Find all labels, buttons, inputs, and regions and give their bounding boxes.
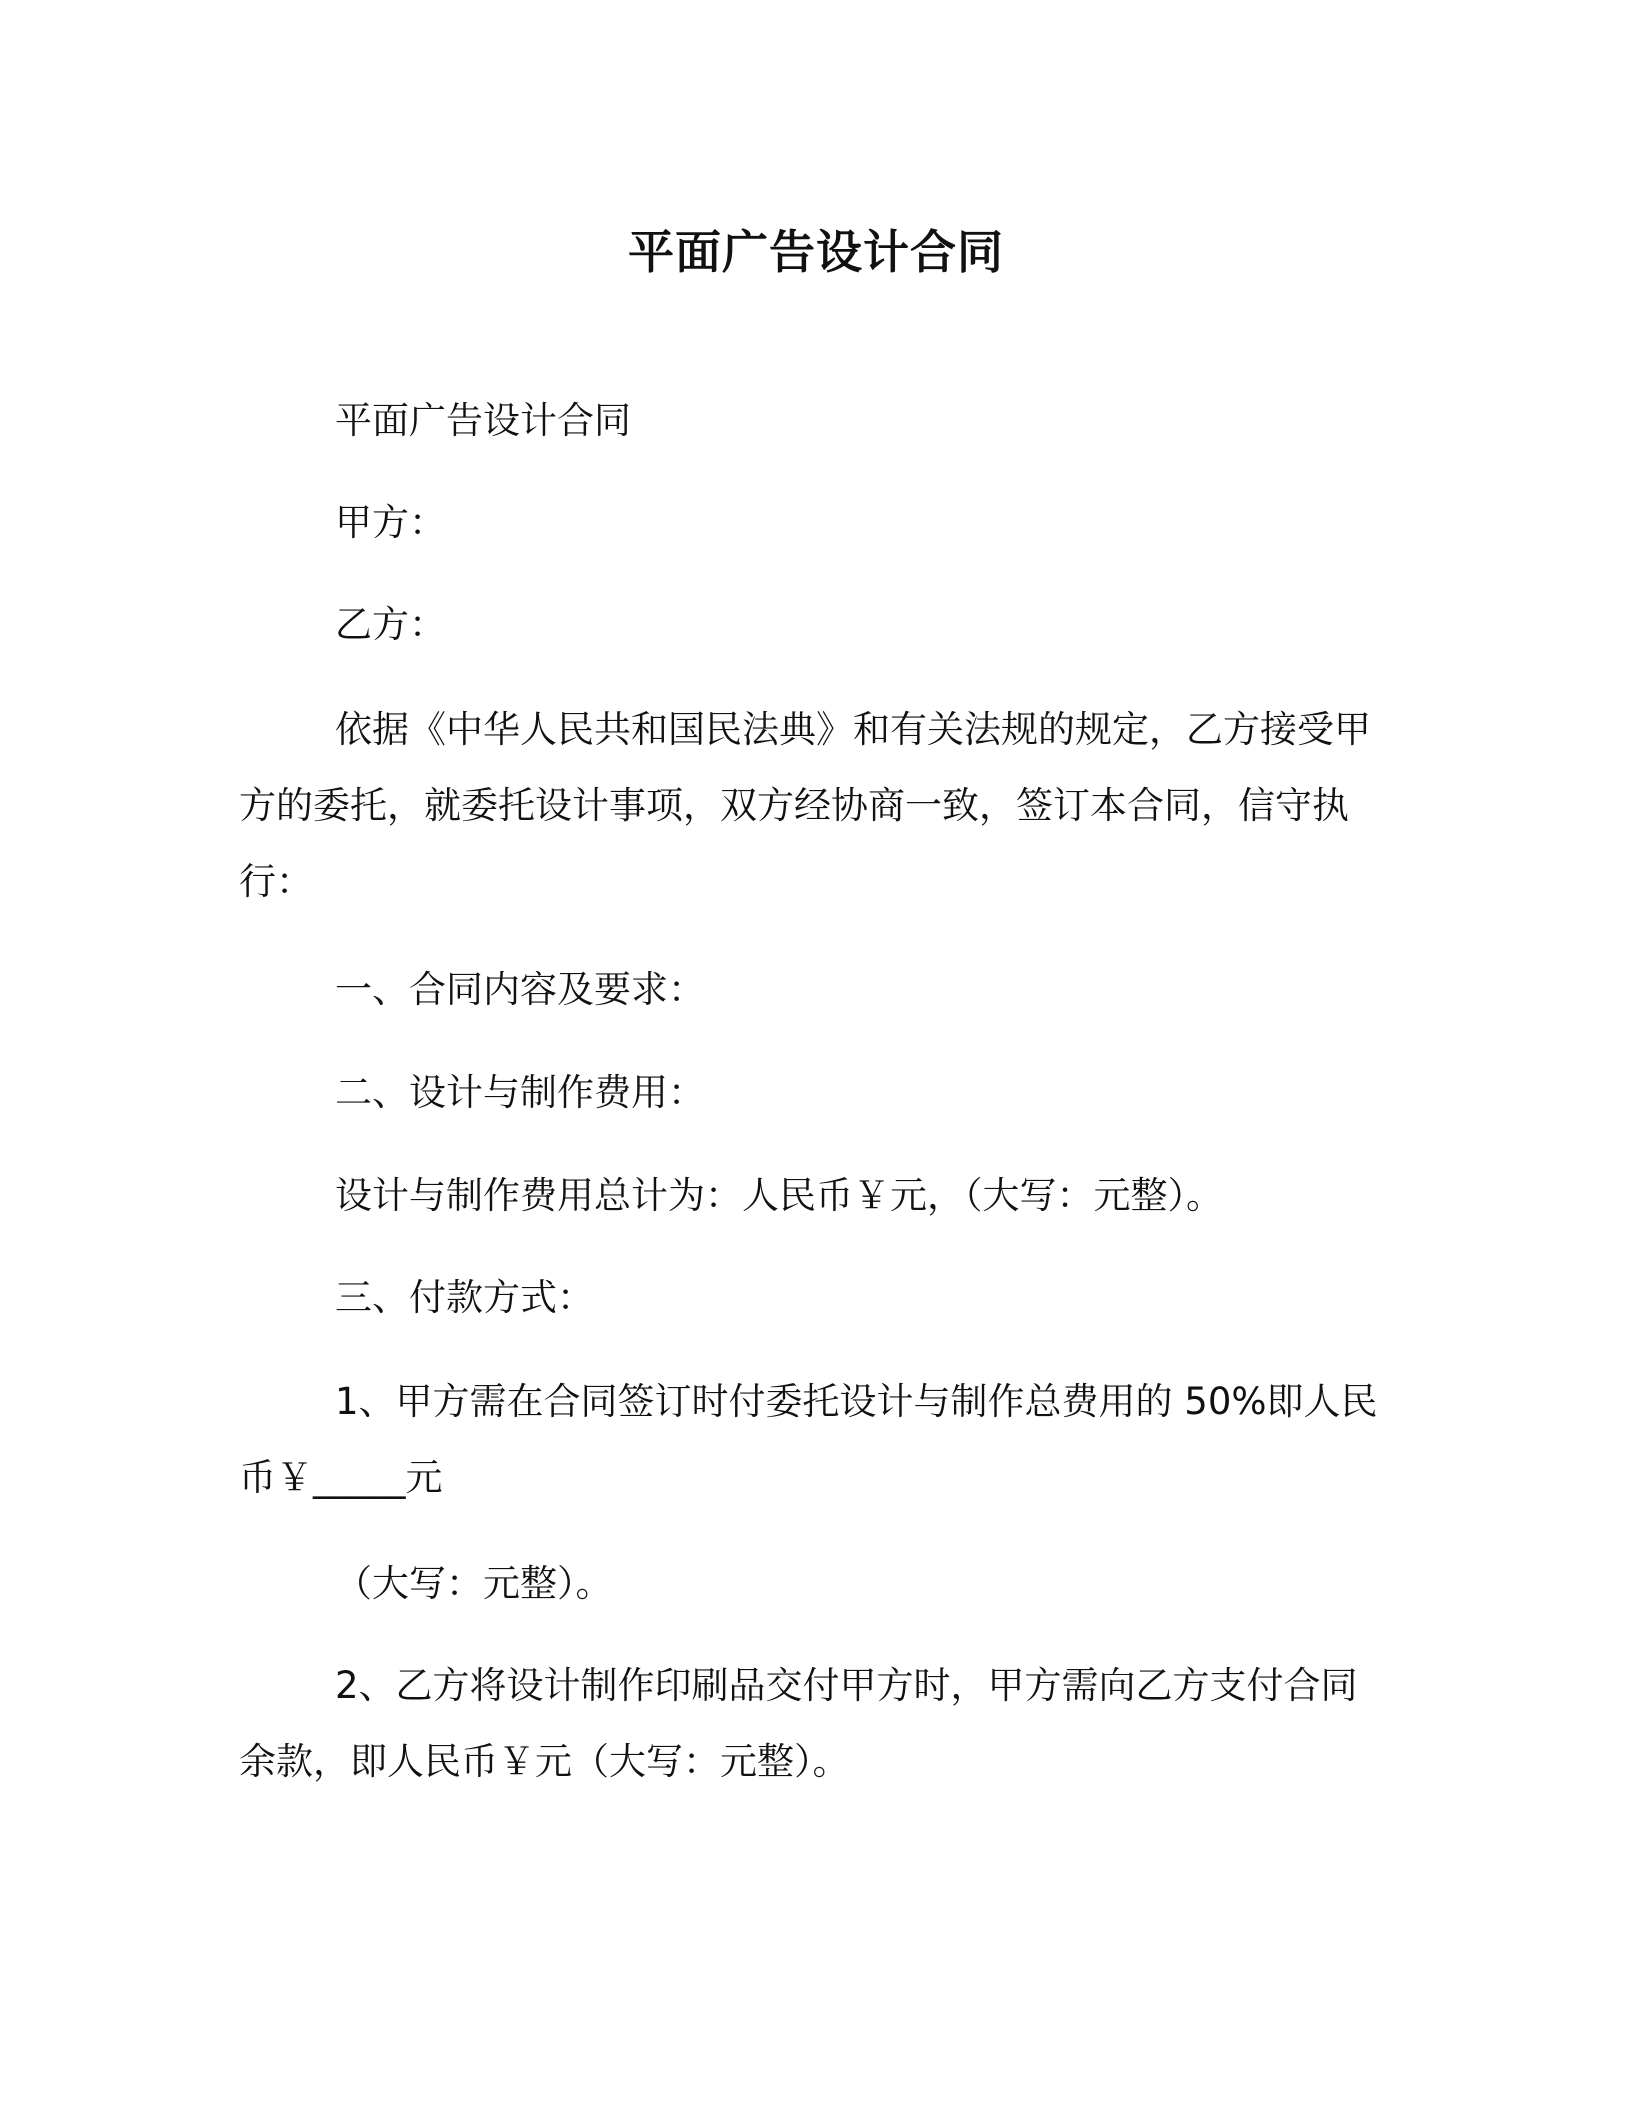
- paragraph-party-b: 乙方：: [335, 603, 446, 646]
- section-heading-design-fee: 二、设计与制作费用：: [335, 1071, 705, 1114]
- section-heading-contract-content: 一、合同内容及要求：: [335, 968, 705, 1011]
- paragraph-payment-1: 1、甲方需在合同签订时付委托设计与制作总费用的 50%即人民币￥_____元: [239, 1380, 1378, 1499]
- document-title: 平面广告设计合同: [628, 225, 1004, 279]
- paragraph-party-a: 甲方：: [335, 501, 446, 544]
- paragraph-payment-2: 2、乙方将设计制作印刷品交付甲方时，甲方需向乙方支付合同余款，即人民币￥元（大写：元整）。: [239, 1664, 1358, 1783]
- section-heading-payment: 三、付款方式：: [335, 1276, 594, 1319]
- paragraph-fee-total: 设计与制作费用总计为：人民币￥元，（大写：元整）。: [335, 1174, 1223, 1217]
- paragraph-subtitle: 平面广告设计合同: [335, 399, 631, 442]
- paragraph-payment-1-amount: （大写：元整）。: [335, 1562, 613, 1605]
- paragraph-preamble: 依据《中华人民共和国民法典》和有关法规的规定，乙方接受甲方的委托，就委托设计事项，双方经协商一致，签订本合同，信守执行：: [239, 708, 1371, 903]
